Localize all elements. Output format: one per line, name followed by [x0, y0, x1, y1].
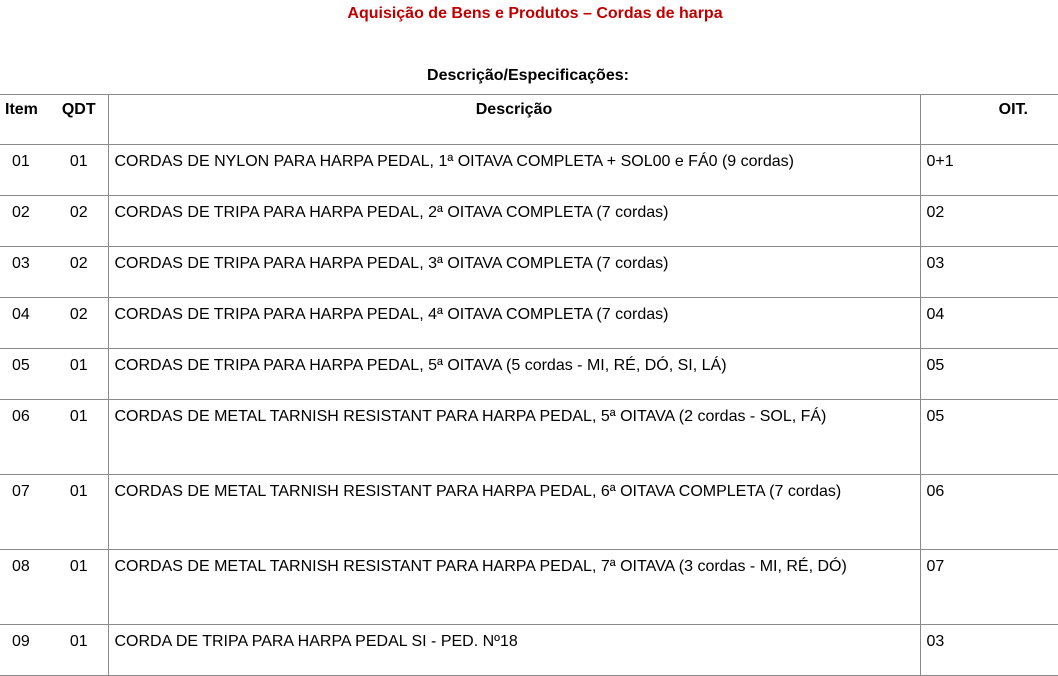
- cell-qdt: 01: [50, 349, 108, 400]
- table-header-row: [0, 95, 1058, 145]
- cell-item: 02: [0, 196, 50, 247]
- table-row: [0, 298, 1058, 349]
- cell-oit: 05: [920, 400, 1058, 475]
- cell-oit: 0+1: [920, 145, 1058, 196]
- cell-item: 01: [0, 145, 50, 196]
- cell-oit: 07: [920, 550, 1058, 625]
- cell-description: CORDAS DE TRIPA PARA HARPA PEDAL, 5ª OITAVA (5 cordas - MI, RÉ, DÓ, SI, LÁ): [108, 349, 920, 400]
- cell-description: CORDAS DE METAL TARNISH RESISTANT PARA HARPA PEDAL, 6ª OITAVA COMPLETA (7 cordas): [108, 475, 920, 550]
- cell-item: 07: [0, 475, 50, 550]
- cell-description: CORDAS DE METAL TARNISH RESISTANT PARA HARPA PEDAL, 5ª OITAVA (2 cordas - SOL, FÁ): [108, 400, 920, 475]
- cell-oit: 04: [920, 298, 1058, 349]
- cell-qdt: 01: [50, 145, 108, 196]
- cell-qdt: 02: [50, 196, 108, 247]
- header-oit: OIT.: [920, 95, 1058, 145]
- cell-item: 06: [0, 400, 50, 475]
- cell-description: CORDAS DE NYLON PARA HARPA PEDAL, 1ª OITAVA COMPLETA + SOL00 e FÁ0 (9 cordas): [108, 145, 920, 196]
- header-item: Item: [0, 95, 50, 145]
- cell-item: 08: [0, 550, 50, 625]
- header-qdt: QDT: [50, 95, 108, 145]
- table-row: [0, 550, 1058, 625]
- cell-oit: 03: [920, 625, 1058, 676]
- items-table: [0, 94, 1058, 676]
- cell-item: 09: [0, 625, 50, 676]
- cell-item: 03: [0, 247, 50, 298]
- table-row: [0, 625, 1058, 676]
- section-title: Descrição/Especificações:: [427, 67, 629, 84]
- cell-qdt: 01: [50, 475, 108, 550]
- cell-qdt: 02: [50, 298, 108, 349]
- header-description: Descrição: [108, 95, 920, 145]
- cell-oit: 02: [920, 196, 1058, 247]
- cell-oit: 06: [920, 475, 1058, 550]
- cell-description: CORDAS DE TRIPA PARA HARPA PEDAL, 3ª OITAVA COMPLETA (7 cordas): [108, 247, 920, 298]
- table-row: [0, 247, 1058, 298]
- cell-qdt: 01: [50, 550, 108, 625]
- cell-description: CORDAS DE METAL TARNISH RESISTANT PARA HARPA PEDAL, 7ª OITAVA (3 cordas - MI, RÉ, DÓ): [108, 550, 920, 625]
- cell-item: 05: [0, 349, 50, 400]
- cell-description: CORDAS DE TRIPA PARA HARPA PEDAL, 4ª OITAVA COMPLETA (7 cordas): [108, 298, 920, 349]
- cell-qdt: 02: [50, 247, 108, 298]
- cell-oit: 03: [920, 247, 1058, 298]
- cell-item: 04: [0, 298, 50, 349]
- cell-description: CORDA DE TRIPA PARA HARPA PEDAL SI - PED. Nº18: [108, 625, 920, 676]
- table-row: [0, 349, 1058, 400]
- cell-qdt: 01: [50, 625, 108, 676]
- table-row: [0, 475, 1058, 550]
- table-row: [0, 196, 1058, 247]
- table-row: [0, 145, 1058, 196]
- table-row: [0, 400, 1058, 475]
- cell-qdt: 01: [50, 400, 108, 475]
- document-title: Aquisição de Bens e Produtos – Cordas de harpa: [347, 5, 723, 22]
- cell-description: CORDAS DE TRIPA PARA HARPA PEDAL, 2ª OITAVA COMPLETA (7 cordas): [108, 196, 920, 247]
- cell-oit: 05: [920, 349, 1058, 400]
